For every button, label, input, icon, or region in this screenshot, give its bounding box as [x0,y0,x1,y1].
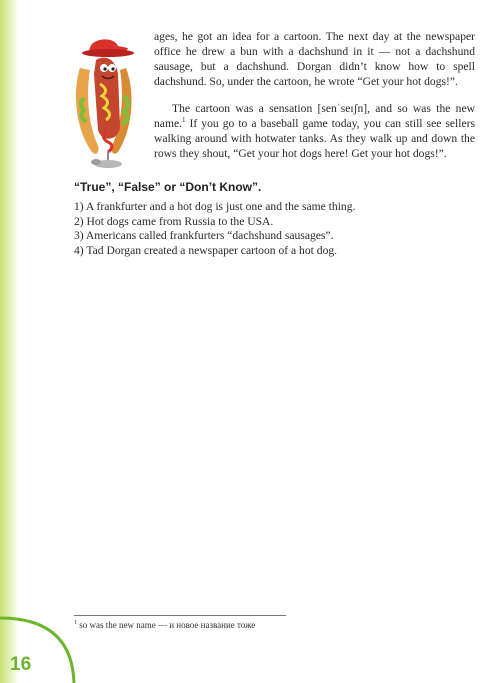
story-paragraph-2-text-a: The cartoon was a sensation [senˈseɪʃn], and so was the new name. [154,102,475,130]
page-edge-bar [0,0,18,683]
footnote-divider [74,615,286,616]
exercise-item: 3) Americans called frankfurters “dachshund sausages”. [74,229,334,242]
exercise-item: 4) Tad Dorgan created a newspaper cartoon of a hot dog. [74,243,338,257]
exercise-list [74,200,355,258]
story-paragraph-2 [154,101,475,161]
footnote-text: so was the new name — и новое название тоже [77,620,256,630]
exercise-item: 2) Hot dogs came from Russia to the USA. [74,214,274,228]
exercise-heading: “True”, “False” or “Don’t Know”. [74,180,262,194]
footnote-marker: 1 [182,116,186,125]
hot-dog-cartoon-icon [62,34,148,174]
footnote [74,619,255,631]
story-paragraph-2-text-b: If you go to a baseball game today, you can still see sellers walking around with hotwater tanks. As they walk up and down the rows they shout, “Get your hot dogs here! Get your hot dogs!”. [154,117,475,160]
page-number: 16 [10,654,32,675]
footnote-number: 1 [74,620,77,626]
story-paragraph-1: ages, he got an idea for a cartoon. The next day at the newspaper office he drew a bun with a dachshund in it — not a dachshund sausage, but a dachshund. Dorgan didn’t know how to spell dachshund. So, under the cartoon, he wrote “Get your hot dogs!”. [154,30,475,88]
exercise-item: 1) A frankfurter and a hot dog is just one and the same thing. [74,200,356,213]
